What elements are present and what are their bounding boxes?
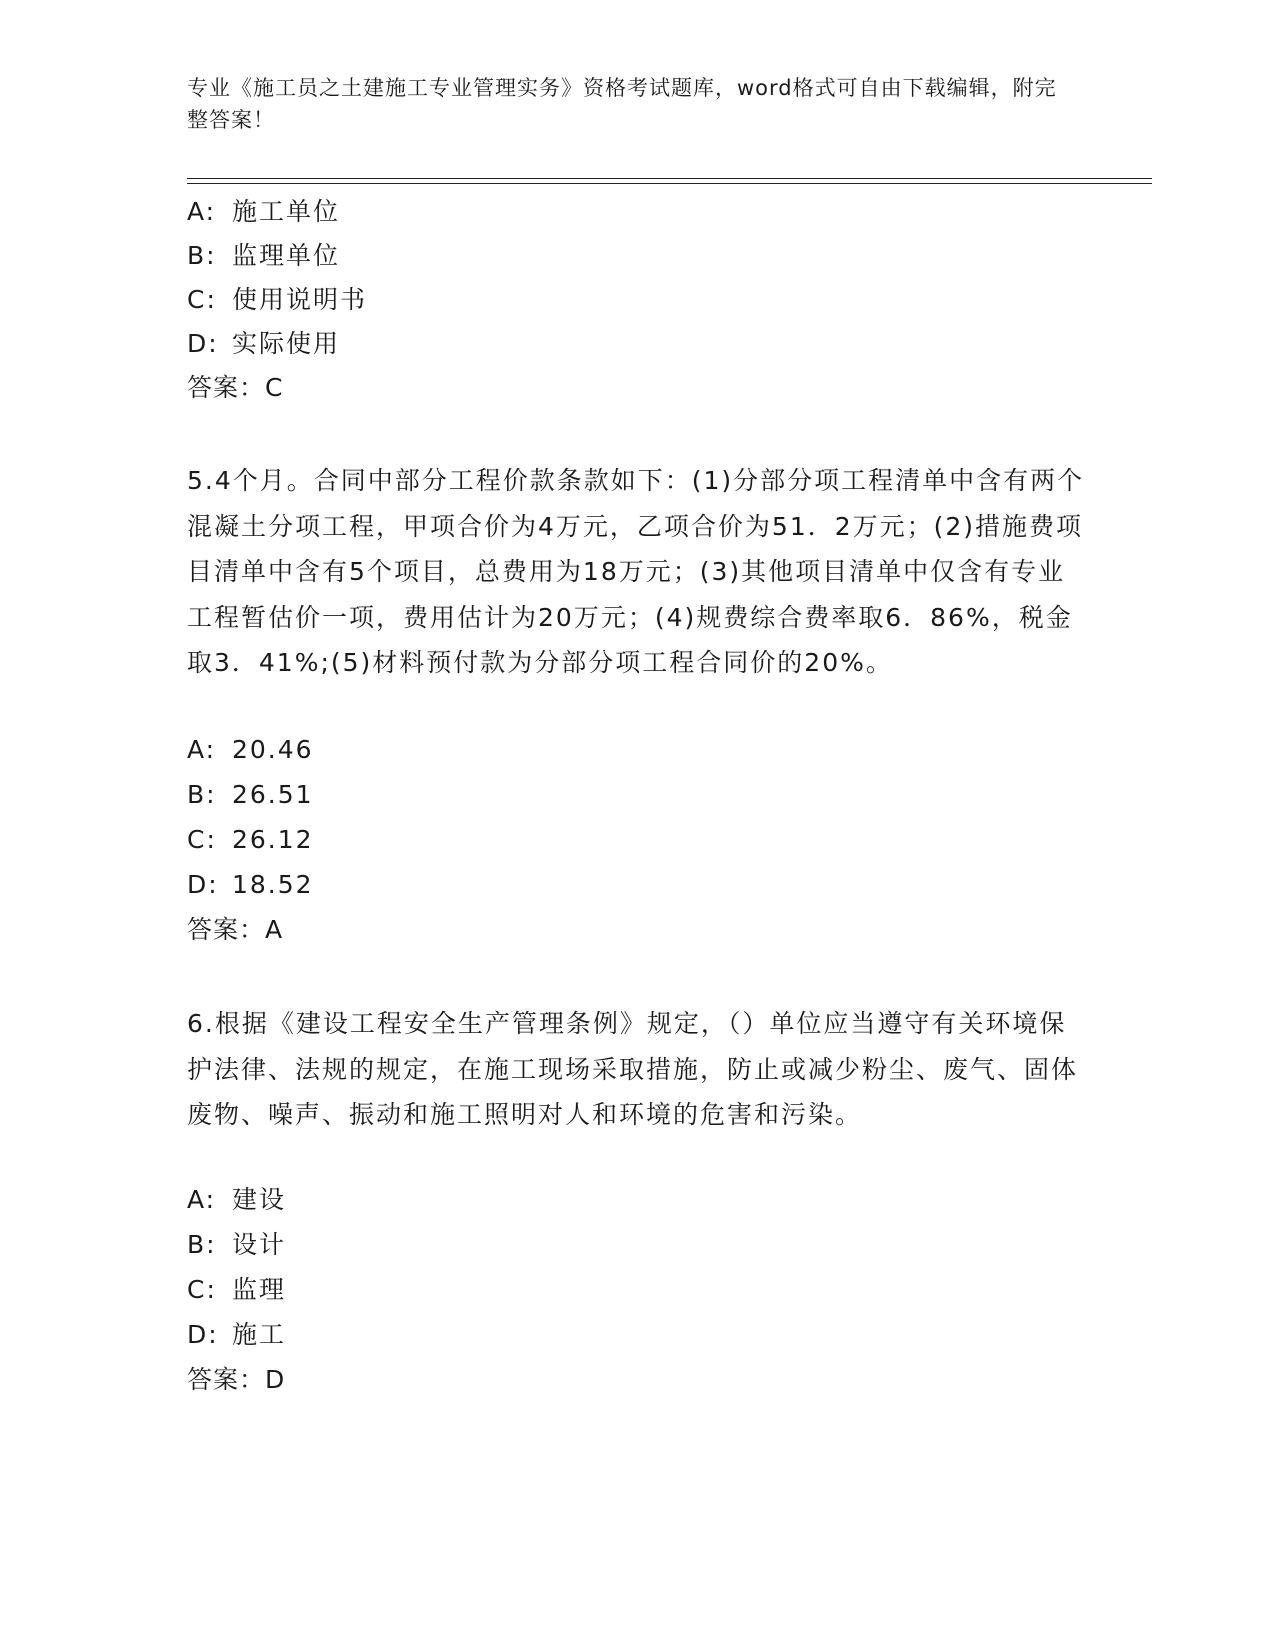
- option-key: D:: [187, 1320, 219, 1349]
- question6-answer: 答案：D: [187, 1365, 286, 1394]
- option-text: 18.52: [232, 870, 314, 899]
- option-text: 实际使用: [232, 329, 341, 358]
- option-text: 监理: [232, 1275, 287, 1304]
- document-header: 专业《施工员之土建施工专业管理实务》资格考试题库，word格式可自由下载编辑，附完整答案！: [187, 76, 1057, 132]
- option-text: 建设: [232, 1185, 287, 1214]
- question5-option-c: [187, 825, 314, 855]
- option-text: 施工: [232, 1320, 287, 1349]
- header-divider-top: [187, 178, 1152, 179]
- option-key: A:: [187, 197, 217, 226]
- question6-option-d: [187, 1320, 286, 1350]
- option-key: D:: [187, 329, 219, 358]
- question6-option-c: [187, 1275, 286, 1305]
- option-key: A:: [187, 1185, 217, 1214]
- option-key: C:: [187, 1275, 217, 1304]
- option-key: C:: [187, 825, 217, 854]
- question6-option-b: [187, 1230, 286, 1260]
- question6-text: 6.根据《建设工程安全生产管理条例》规定，（）单位应当遵守有关环境保护法律、法规的规定，在施工现场采取措施，防止或减少粉尘、废气、固体废物、噪声、振动和施工照明对人和环境的危害和污染。: [187, 1009, 1079, 1130]
- option-key: A:: [187, 735, 217, 764]
- question4-option-c: [187, 285, 367, 315]
- option-text: 监理单位: [232, 241, 341, 270]
- option-key: D:: [187, 870, 219, 899]
- option-key: B:: [187, 241, 217, 270]
- question5-option-a: [187, 735, 314, 765]
- question4-option-a: [187, 197, 340, 227]
- header-divider-bottom: [187, 183, 1152, 184]
- question4-option-d: [187, 329, 340, 359]
- option-text: 施工单位: [232, 197, 341, 226]
- option-text: 20.46: [232, 735, 314, 764]
- question4-answer: 答案：C: [187, 373, 284, 402]
- option-key: B:: [187, 780, 217, 809]
- question6-option-a: [187, 1185, 286, 1215]
- option-text: 26.12: [232, 825, 314, 854]
- question5-option-b: [187, 780, 314, 810]
- option-text: 设计: [232, 1230, 287, 1259]
- option-text: 26.51: [232, 780, 314, 809]
- question5-answer: 答案：A: [187, 915, 284, 944]
- question4-option-b: [187, 241, 340, 271]
- option-text: 使用说明书: [232, 285, 368, 314]
- question5-option-d: [187, 870, 314, 900]
- question5-text: 5.4个月。合同中部分工程价款条款如下：(1)分部分项工程清单中含有两个混凝土分项工程，甲项合价为4万元，乙项合价为51．2万元；(2)措施费项目清单中含有5个项目，总费用为18万元；(3)其他项目清单中仅含有专业工程暂估价一项，费用估计为20万元；(4)规费综合费率取6．86%，税金取3．41%;(5)材料预付款为分部分项工程合同价的20%。: [187, 466, 1085, 678]
- option-key: C:: [187, 285, 217, 314]
- option-key: B:: [187, 1230, 217, 1259]
